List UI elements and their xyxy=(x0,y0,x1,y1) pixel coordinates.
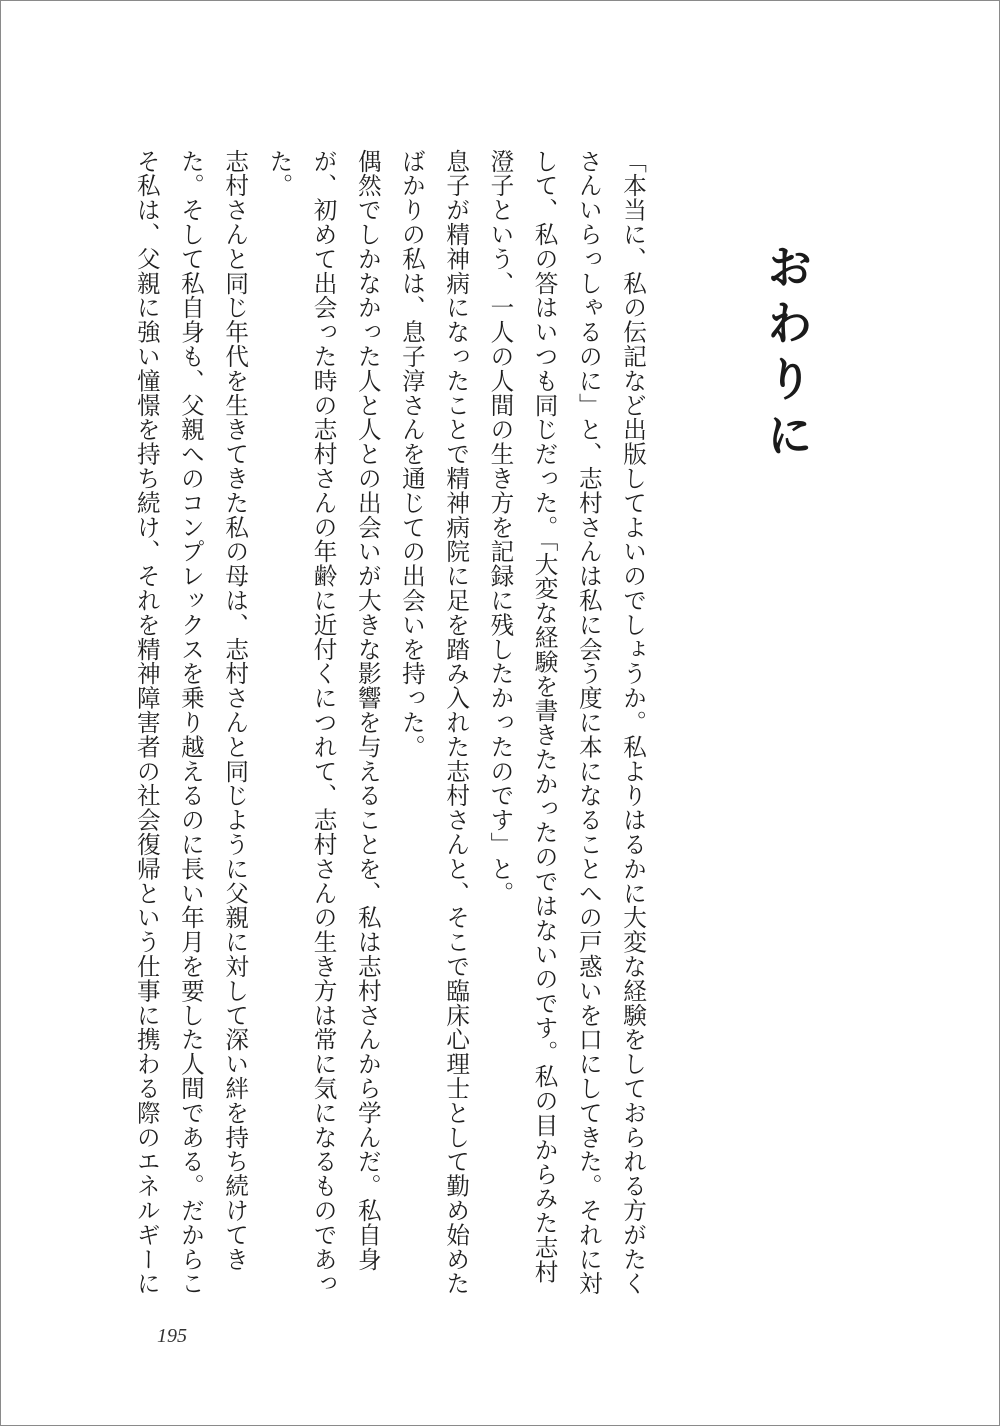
page-number: 195 xyxy=(157,1325,187,1347)
paragraph: 志村さんと同じ年代を生きてきた私の母は、志村さんと同じように父親に対して深い絆を持ち続けてきた。そして私自身も、父親へのコンプレックスを乗り越えるのに長い年月を要した人間である。だからこそ私は、父親に強い憧憬を持ち続け、それを精神障害者の社会復帰という仕事に携わる際のエネルギーに xyxy=(132,149,250,1296)
paragraph: 偶然でしかなかった人と人との出会いが大きな影響を与えることを、私は志村さんから学んだ。私自身が、初めて出会った時の志村さんの年齢に近付くにつれて、志村さんの生き方は常に気になるものであった。 xyxy=(265,149,382,1296)
chapter-title: おわりに xyxy=(759,243,814,467)
paragraph: 息子が精神病になったことで精神病院に足を踏み入れた志村さんと、そこで臨床心理士として勤め始めたばかりの私は、息子淳さんを通じての出会いを持った。 xyxy=(397,149,471,1296)
body-text xyxy=(125,149,655,1299)
paragraph: 「本当に、私の伝記など出版してよいのでしょうか。私よりはるかに大変な経験をしておられる方がたくさんいらっしゃるのに」と、志村さんは私に会う度に本になることへの戸惑いを口にしてきた。それに対して、私の答はいつも同じだった。「大変な経験を書きたかったのではないのです。私の目からみた志村澄子という、一人の人間の生き方を記録に残したかったのです」と。 xyxy=(486,149,647,1296)
